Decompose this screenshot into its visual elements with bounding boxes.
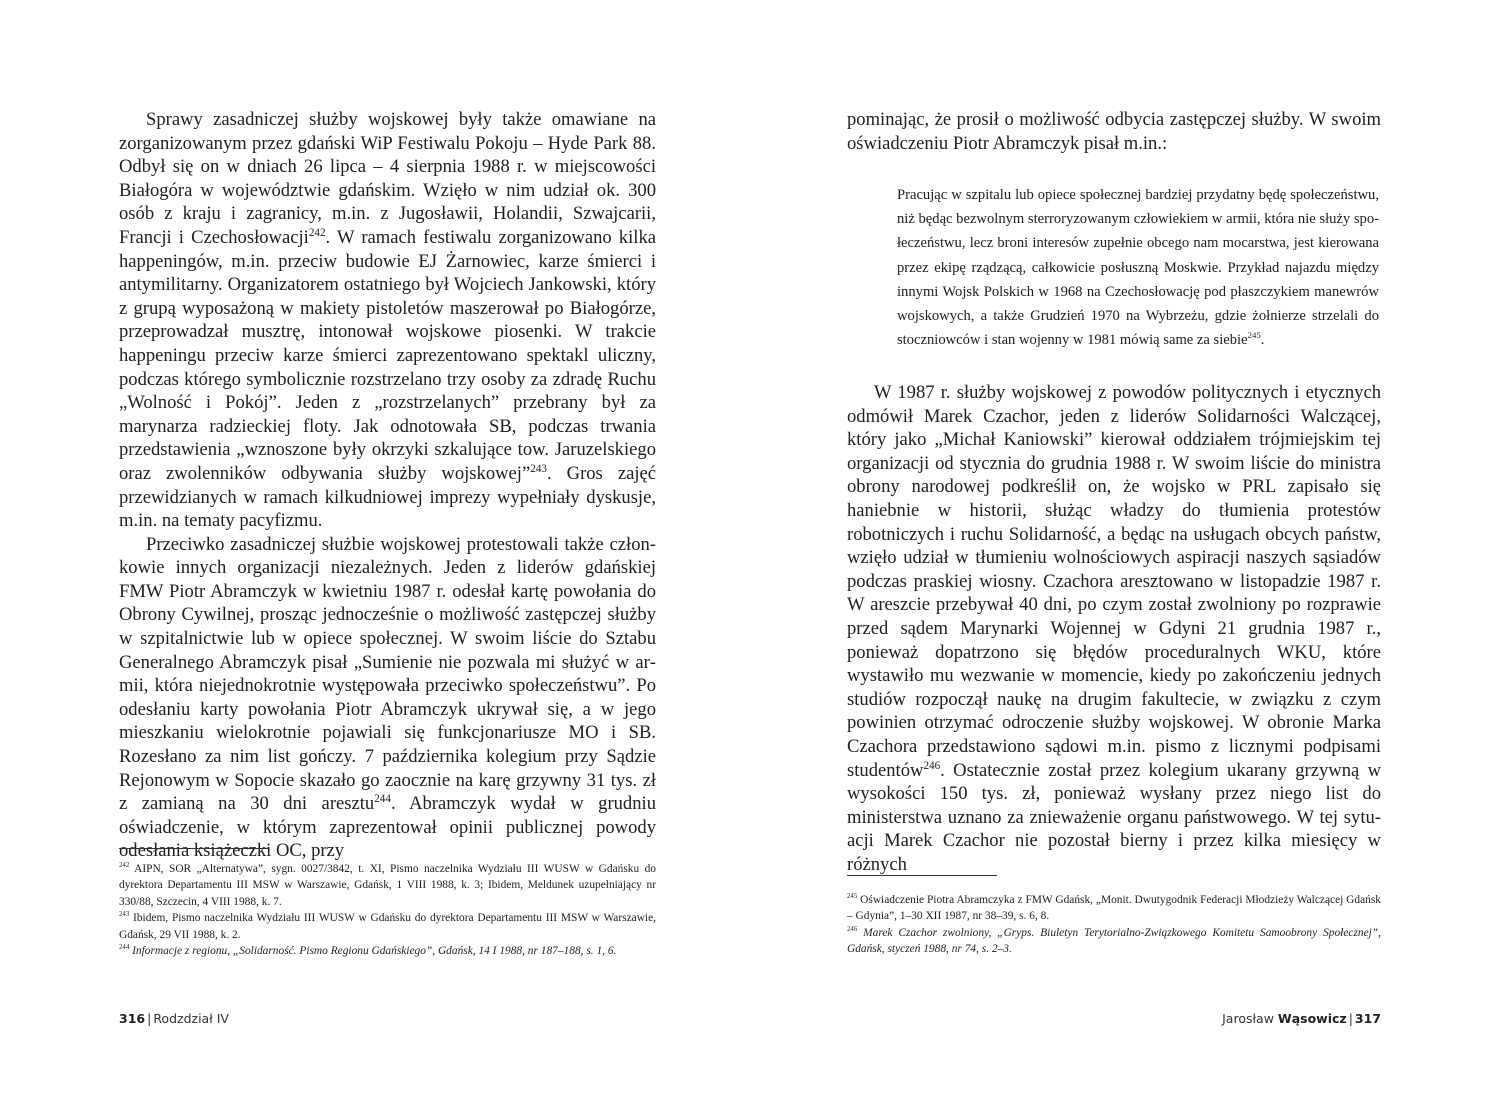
footnote: $^{245}$ Oświadczenie Piotra Abramczyka z FMW Gdańsk, „Monit. Dwutygodnik Federacji Młodzieży Walczącej Gdańsk – Gdynia”, 1–30 XII 1987, nr 38–39, s. 6, 8. xyxy=(847,893,1381,923)
paragraph: Sprawy zasadniczej służby wojskowej były także omawiane na zorganizowanym przez gdański WiP Festiwalu Pokoju – Hyde Park 88. Odbył się on w dniach 26 lipca – 4 sierpnia 1988 r. w miejscowości Białogóra w województwie gdańskim. Wzięło w nim udział ok. 300 osób z kraju i zagranicy, m.in. z Jugosławii, Holandii, Szwajcarii, Francji i Czechosłowacji$^{242}$. W ramach festiwalu zorganizowano kilka happeningów, m.in. przeciw budowie EJ Żarnowiec, karze śmierci i antymilitarny. Organizatorem ostatniego był Wojciech Jankowski, który z grupą wyposażoną w makiety pistoletów maszerował po Białogórze, przeprowadzał musztrę, intonował wojskowe piosenki. W trakcie happeningu przeciw karze śmierci zaprezentowano spektakl uliczny, podczas którego symbolicznie rozstrzelano trzy osoby za zdradę Ruchu „Wolność i Pokój”. Jeden z „rozstrzelanych” przebrany był za marynarza radzieckiej floty. Jak odnotowała SB, podczas trwania przedstawienia „wznoszone były okrzyki szkalujące tow. Jaruzelskiego oraz zwolenników odbywania służby wojskowej”$^{243}$. Gros zajęć przewidzianych w ramach kilkudniowej imprezy wypełniały dyskusje, m.in. na tematy pacyfizmu. xyxy=(119,109,656,532)
author-last-name: Wąsowicz xyxy=(1277,1011,1347,1026)
page-number: 316 xyxy=(119,1011,146,1026)
folio-separator: | xyxy=(147,1011,152,1026)
footnote: $^{242}$ AIPN, SOR „Alternatywa”, sygn. 0027/3842, t. XI, Pismo naczelnika Wydziału III WUSW w Gdańsku do dyrektora Departamentu III MSW w Warszawie, Gdańsk, 1 VIII 1988, k. 3; Ibidem, Meldunek uzupełniający nr 330/88, Szczecin, 4 VIII 1988, k. 7. xyxy=(119,862,656,908)
footnote-divider xyxy=(847,875,997,876)
footnote: $^{243}$ Ibidem, Pismo naczelnika Wydziału III WUSW w Gdańsku do dyrektora Departamentu III MSW w Warszawie, Gdańsk, 29 VII 1988, k. 2. xyxy=(119,911,656,941)
right-body-text xyxy=(847,381,1381,876)
block-quote: Pracując w szpitalu lub opiece społecznej bardziej przydatny będę społeczeństwu, niż będąc bezwolnym sterroryzowanym człowiekiem w armii, która nie służy społeczeństwu, lecz broni interesów zupełnie obcego nam mocarstwa, jest kierowana przez ekipę rządzącą, całkowicie posłuszną Moskwie. Przykład najazdu między innymi Wojsk Polskich w 1968 na Czechosłowację pod płaszczykiem manewrów wojskowych, a także Grudzień 1970 na Wybrzeżu, gdzie żołnierze strzelali do stoczniowców i stan wojenny w 1981 mówią same za siebie$^{245}$. xyxy=(897,187,1379,349)
left-body-text xyxy=(119,108,656,863)
page-number: 317 xyxy=(1354,1011,1381,1026)
right-top-text xyxy=(847,108,1381,155)
footnote-ref[interactable]: 244 xyxy=(374,793,391,806)
footnote-number: 246 xyxy=(847,926,858,934)
footnote-number: 243 xyxy=(119,911,130,919)
paragraph: pominając, że prosił o możliwość odbycia zastępczej służby. W swoim oświadczeniu Piotr Abramczyk pisał m.in.: xyxy=(847,109,1381,154)
right-folio xyxy=(1222,1011,1381,1026)
right-footnotes xyxy=(847,892,1381,958)
author-first-name: Jarosław xyxy=(1222,1011,1274,1026)
footnote: $^{246}$ Marek Czachor zwolniony, „Gryps. Biuletyn Terytorialno-Związkowego Komitetu Samoobrony Społecznej”, Gdańsk, styczeń 1988, nr 74, s. 2–3. xyxy=(847,926,1381,956)
footnote: $^{244}$ Informacje z regionu, „Solidarność. Pismo Regionu Gdańskiego”, Gdańsk, 14 I 1988, nr 187–188, s. 1, 6. xyxy=(119,944,617,958)
footnote-number: 242 xyxy=(119,862,130,870)
right-page xyxy=(750,0,1500,1118)
folio-separator: | xyxy=(1348,1011,1353,1026)
footnote-ref[interactable]: 245 xyxy=(1247,330,1261,341)
footnote-divider xyxy=(119,848,269,849)
chapter-label: Rodzdział IV xyxy=(153,1011,229,1026)
footnote-ref[interactable]: 242 xyxy=(308,226,326,239)
footnote-number: 244 xyxy=(119,944,130,952)
paragraph: Przeciwko zasadniczej służbie wojskowej protestowali także członkowie innych organizacji niezależnych. Jeden z liderów gdańskiej FMW Piotr Abramczyk w kwietniu 1987 r. odesłał kartę powołania do Obrony Cywilnej, prosząc jednocześnie o możliwość zastępczej służby w szpitalnictwie lub w opiece społecznej. W swoim liście do Sztabu Generalnego Abramczyk pisał „Sumienie nie pozwala mi służyć w armii, która niejednokrotnie występowała przeciwko społeczeństwu”. Po odesłaniu karty powołania Piotr Abramczyk ukrywał się, a w jego mieszkaniu wielokrotnie pojawiali się funkcjonariusze MO i SB. Rozesłano za nim list gończy. 7 października kolegium przy Sądzie Rejonowym w Sopocie skazało go zaocznie na karę grzywny 31 tys. zł z zamianą na 30 dni aresztu$^{244}$. Abramczyk wydał w grudniu oświadczenie, w którym zaprezentował opinii publicznej powody odesłania książeczki OC, przy xyxy=(119,533,656,862)
left-folio xyxy=(119,1011,229,1026)
left-footnotes xyxy=(119,861,656,959)
paragraph: W 1987 r. służby wojskowej z powodów politycznych i etycznych odmówił Marek Czachor, jeden z liderów Solidarności Walczącej, który jako „Michał Kaniowski” kierował oddziałem trójmiejskim tej organizacji od stycznia do grudnia 1988 r. W swoim liście do ministra obrony narodowej podkreślił on, że wojsko w PRL zapisało się haniebnie w historii, służąc władzy do tłumienia protestów robotniczych i ruchu Solidarność, a będąc na usługach obcych państw, wzięło udział w tłumieniu wolnościowych aspiracji naszych sąsiadów podczas praskiej wiosny. Czachora aresztowano w listopadzie 1987 r. W areszcie przebywał 40 dni, po czym został zwolniony po rozprawie przed sądem Marynarki Wojennej w Gdyni 21 grudnia 1987 r., ponieważ dopatrzono się błędów proceduralnych WKU, które wystawiło mu wezwanie w momencie, kiedy po zakończeniu jednych studiów rozpoczął naukę na drugim fakultecie, w związku z czym powinien otrzymać odroczenie służby wojskowej. W obronie Marka Czachora przedstawiono sądowi m.in. pismo z licznymi podpisami studentów$^{246}$. Ostatecznie został przez kolegium ukarany grzywną w wysokości 150 tys. zł, ponieważ wysłany przez niego list do ministerstwa uznano za znieważenie organu państwowego. W tej sytuacji Marek Czachor nie pozostał bierny i przez kilka miesięcy w różnych xyxy=(847,382,1381,875)
footnote-ref[interactable]: 246 xyxy=(923,759,941,772)
footnote-ref[interactable]: 243 xyxy=(530,462,547,475)
footnote-number: 245 xyxy=(847,893,858,901)
